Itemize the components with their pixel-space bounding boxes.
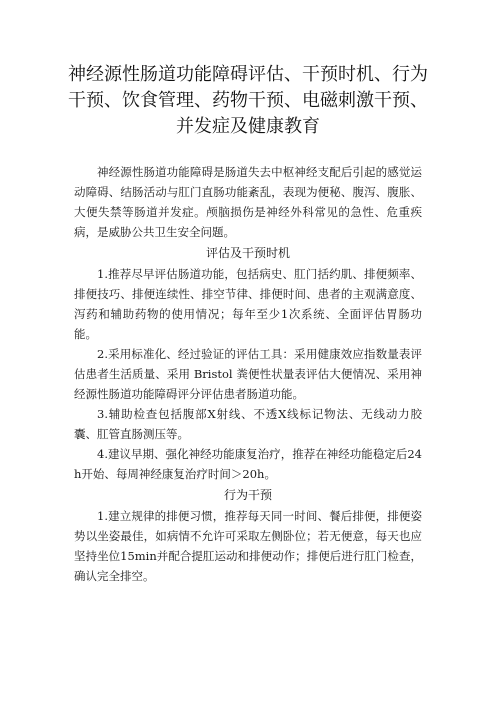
assessment-item-3: 3.辅助检查包括腹部X射线、不透X线标记物法、无线动力胶囊、肛管直肠测压等。 xyxy=(74,407,422,441)
section-heading-behavior: 行为干预 xyxy=(223,488,272,502)
assessment-item-2: 2.采用标准化、经过验证的评估工具：采用健康效应指数量表评估患者生活质量、采用 Bristol 粪便性状量表评估大便情况、采用神经源性肠道功能障碍评分评估患者肠道功能。 xyxy=(74,347,422,401)
intro-paragraph: 神经源性肠道功能障碍是肠道失去中枢神经支配后引起的感觉运动障碍、结肠活动与肛门直肠功能紊乱，表现为便秘、腹泻、腹胀、大便失禁等肠道并发症。颅脑损伤是神经外科常见的急性、危重疾病，是威胁公共卫生安全问题。 xyxy=(74,165,422,239)
behavior-item-1: 1.建立规律的排便习惯，推荐每天同一时间、餐后排便，排便姿势以坐姿最佳，如病情不允许可采取左侧卧位；若无便意，每天也应坚持坐位15min并配合提肛运动和排便动作；排便后进行肛门检查，确认完全排空。 xyxy=(74,509,422,583)
document-body xyxy=(74,162,422,586)
assessment-item-1: 1.推荐尽早评估肠道功能，包括病史、肛门括约肌、排便频率、排便技巧、排便连续性、排空节律、排便时间、患者的主观满意度、泻药和辅助药物的使用情况；每年至少1次系统、全面评估胃肠功能。 xyxy=(74,267,422,341)
section-heading-assessment: 评估及干预时机 xyxy=(205,246,290,260)
assessment-item-4: 4.建议早期、强化神经功能康复治疗，推荐在神经功能稳定后24h开始、每周神经康复治疗时间＞20h。 xyxy=(74,447,422,481)
document-title: 神经源性肠道功能障碍评估、干预时机、行为干预、饮食管理、药物干预、电磁刺激干预、并发症及健康教育 xyxy=(68,64,428,137)
